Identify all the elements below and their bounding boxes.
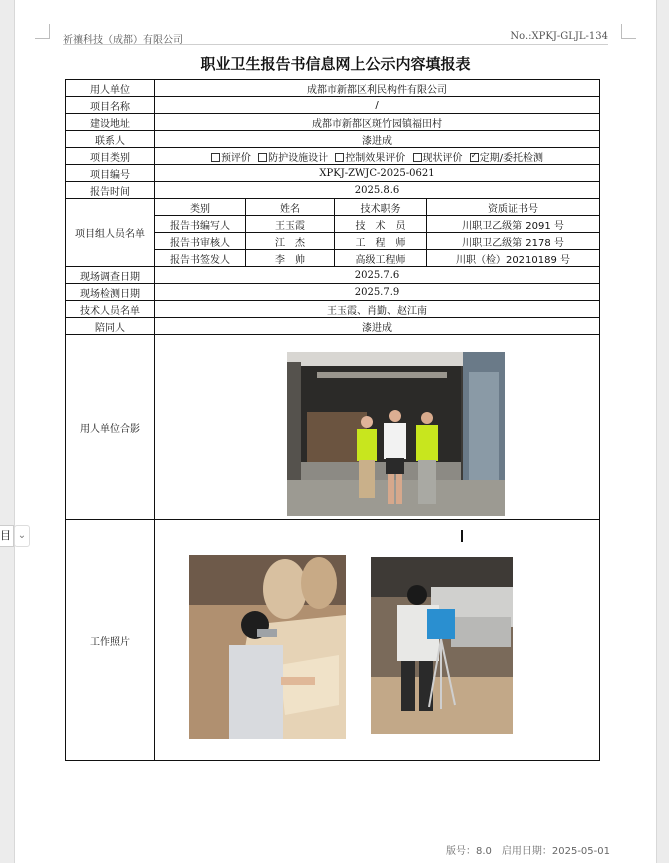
value-contact[interactable]: 漆进成 bbox=[155, 131, 600, 148]
label-employer: 用人单位 bbox=[66, 80, 155, 97]
label-report-time: 报告时间 bbox=[66, 182, 155, 199]
team-member-cert[interactable]: 川职卫乙级第 2178 号 bbox=[427, 233, 600, 250]
label-project-no: 项目编号 bbox=[66, 165, 155, 182]
value-survey-date[interactable]: 2025.7.6 bbox=[155, 267, 600, 284]
category-option-status-eval[interactable]: 现状评价 bbox=[413, 149, 463, 164]
team-member-title[interactable]: 工 程 师 bbox=[335, 233, 427, 250]
checkbox-icon[interactable] bbox=[335, 153, 344, 162]
header-rule bbox=[63, 44, 608, 45]
chevron-down-icon[interactable]: ⌄ bbox=[14, 525, 30, 547]
crop-mark-top-left bbox=[35, 24, 50, 39]
team-header-role: 类别 bbox=[155, 199, 246, 216]
header-company: 祈禳科技（成都）有限公司 bbox=[63, 35, 183, 46]
team-member-title[interactable]: 技 术 员 bbox=[335, 216, 427, 233]
value-test-date[interactable]: 2025.7.9 bbox=[155, 284, 600, 301]
row-escort bbox=[66, 318, 600, 335]
work-photo-2[interactable] bbox=[371, 557, 513, 734]
row-project-no bbox=[66, 165, 600, 182]
page-title: 职业卫生报告书信息网上公示内容填报表 bbox=[200, 55, 471, 73]
label-work-photos: 工作照片 bbox=[66, 520, 155, 761]
category-option-pre-eval[interactable]: 预评价 bbox=[211, 149, 251, 164]
team-header-name: 姓名 bbox=[246, 199, 335, 216]
value-report-time[interactable]: 2025.8.6 bbox=[155, 182, 600, 199]
label-project-name: 项目名称 bbox=[66, 97, 155, 114]
label-survey-date: 现场调查日期 bbox=[66, 267, 155, 284]
group-photo[interactable] bbox=[287, 352, 505, 516]
checkbox-icon[interactable] bbox=[413, 153, 422, 162]
label-group-photo: 用人单位合影 bbox=[66, 335, 155, 520]
team-member-role: 报告书审核人 bbox=[155, 233, 246, 250]
label-address: 建设地址 bbox=[66, 114, 155, 131]
value-category bbox=[155, 148, 600, 165]
team-member-role: 报告书签发人 bbox=[155, 250, 246, 267]
footer-version: 版号：8.0 启用日期：2025-05-01 bbox=[445, 846, 610, 857]
person-right bbox=[416, 412, 438, 504]
team-header-cert: 资质证书号 bbox=[427, 199, 600, 216]
category-option-protection-design[interactable]: 防护设施设计 bbox=[258, 149, 328, 164]
row-report-time bbox=[66, 182, 600, 199]
value-escort[interactable]: 漆进成 bbox=[155, 318, 600, 335]
team-header-row bbox=[66, 199, 600, 216]
row-employer bbox=[66, 80, 600, 97]
row-project-name bbox=[66, 97, 600, 114]
value-project-name[interactable]: / bbox=[155, 97, 600, 114]
label-technicians: 技术人员名单 bbox=[66, 301, 155, 318]
row-category bbox=[66, 148, 600, 165]
label-team: 项目组人员名单 bbox=[66, 199, 155, 267]
team-member-cert[interactable]: 川职（检）20210189 号 bbox=[427, 250, 600, 267]
header-doc-no: No.:XPKJ-GLJL-134 bbox=[510, 31, 608, 42]
text-cursor bbox=[461, 530, 463, 542]
row-contact bbox=[66, 131, 600, 148]
label-test-date: 现场检测日期 bbox=[66, 284, 155, 301]
label-contact: 联系人 bbox=[66, 131, 155, 148]
team-member-role: 报告书编写人 bbox=[155, 216, 246, 233]
value-employer[interactable]: 成都市新都区利民构件有限公司 bbox=[155, 80, 600, 97]
team-member-name[interactable]: 王玉霞 bbox=[246, 216, 335, 233]
document-page bbox=[14, 0, 657, 863]
team-member-cert[interactable]: 川职卫乙级第 2091 号 bbox=[427, 216, 600, 233]
value-technicians[interactable]: 王玉霞、肖勤、赵江南 bbox=[155, 301, 600, 318]
crop-mark-top-right bbox=[621, 24, 636, 39]
team-member-name[interactable]: 李 帅 bbox=[246, 250, 335, 267]
row-address bbox=[66, 114, 600, 131]
team-member-name[interactable]: 江 杰 bbox=[246, 233, 335, 250]
checkbox-icon[interactable] bbox=[211, 153, 220, 162]
row-technicians bbox=[66, 301, 600, 318]
work-photo-1[interactable] bbox=[189, 555, 346, 739]
label-escort: 陪同人 bbox=[66, 318, 155, 335]
checkbox-icon[interactable] bbox=[258, 153, 267, 162]
value-address[interactable]: 成都市新都区斑竹园镇福田村 bbox=[155, 114, 600, 131]
row-survey-date bbox=[66, 267, 600, 284]
label-category: 项目类别 bbox=[66, 148, 155, 165]
team-header-title: 技术职务 bbox=[335, 199, 427, 216]
side-panel-tab[interactable]: 目 bbox=[0, 525, 14, 547]
category-option-periodic-test[interactable]: ✓ 定期/委托检测 bbox=[470, 149, 543, 164]
category-option-control-eval[interactable]: 控制效果评价 bbox=[335, 149, 405, 164]
checkbox-checked-icon[interactable] bbox=[470, 153, 479, 162]
row-test-date bbox=[66, 284, 600, 301]
value-project-no[interactable]: XPKJ-ZWJC-2025-0621 bbox=[155, 165, 600, 182]
team-member-title[interactable]: 高级工程师 bbox=[335, 250, 427, 267]
